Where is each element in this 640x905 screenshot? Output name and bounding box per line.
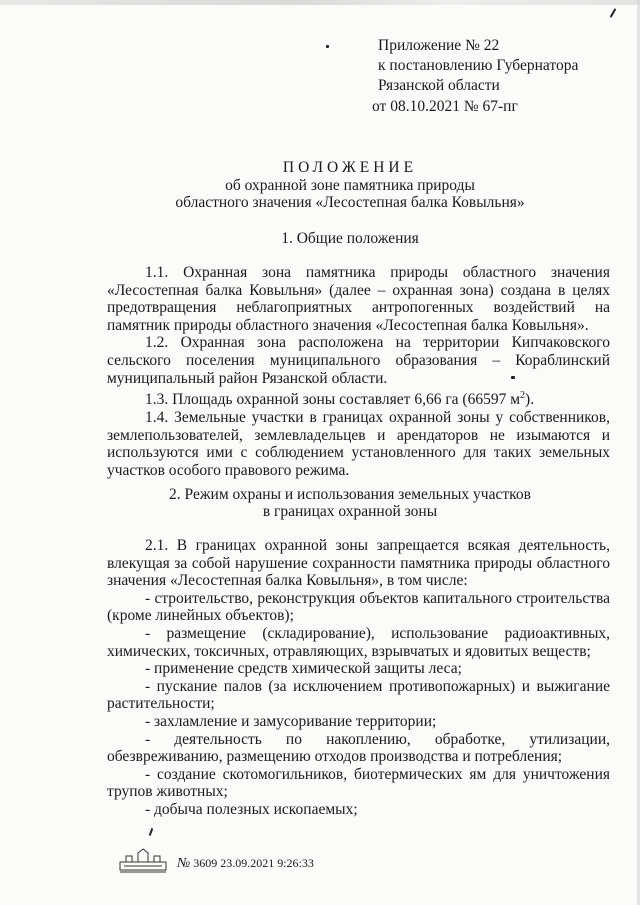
list-item: - деятельность по накоплению, обработке, утилизации, обезвреживанию, размещению отходов производства и потребления;	[107, 730, 610, 766]
list-item: - строительство, реконструкция объектов капитального строительства (кроме линейных объектов);	[107, 589, 610, 625]
paragraph-1-4: 1.4. Земельные участки в границах охранной зоны у собственников, землепользователей, землевладельцев и арендаторов не изымаются и используются ими с соблюдением установленного для таких земельных участков особого правового режима.	[107, 408, 610, 479]
list-item: - пускание палов (за исключением противопожарных) и выжигание растительности;	[107, 677, 610, 713]
paragraph-1-3-end: ).	[525, 391, 535, 409]
list-item: - захламление и замусоривание территории;	[145, 712, 437, 730]
scan-speck	[610, 8, 617, 18]
appendix-line-1: Приложение № 22	[378, 37, 500, 54]
document-subtitle-1: об охранной зоне памятника природы	[225, 177, 475, 194]
appendix-date-line: от 08.10.2021 № 67-пг	[372, 98, 518, 115]
paragraph-1-2: 1.2. Охранная зона расположена на территории Кипчаковского сельского поселения муниципального образования – Кораблинский муниципальный район Рязанской области.	[107, 334, 610, 387]
appendix-header	[372, 36, 579, 117]
section-2-body	[107, 537, 610, 819]
scan-speck	[149, 828, 154, 836]
registration-text: 3609 23.09.2021 9:26:33	[193, 856, 314, 870]
paragraph-1-3-superscript: 2	[520, 390, 526, 402]
list-item: - создание скотомогильников, биотермических ям для уничтожения трупов животных;	[107, 765, 610, 801]
section-1-body	[107, 264, 610, 479]
scan-edge-top	[0, 0, 640, 5]
paragraph-1-3-text: 1.3. Площадь охранной зоны составляет 6,66 га (66597 м	[145, 391, 521, 409]
registration-stamp-emblem	[118, 848, 168, 874]
document-title: ПОЛОЖЕНИЕ	[282, 159, 418, 176]
registration-number-sign: №	[177, 856, 191, 871]
paragraph-1-1: 1.1. Охранная зона памятника природы областного значения «Лесостепная балка Ковыльня» (далее – охранная зона) создана в целях предотвращения неблагоприятных антропогенных воздействий на памятник природы областного значения «Лесостепная балка Ковыльня».	[107, 264, 610, 334]
list-item: - размещение (складирование), использование радиоактивных, химических, токсичных, отравляющих, взрывчатых и ядовитых веществ;	[107, 624, 610, 660]
appendix-line-2: к постановлению Губернатора	[378, 57, 579, 74]
list-item: - добыча полезных ископаемых;	[145, 800, 358, 818]
list-item: - применение средств химической защиты леса;	[145, 660, 462, 678]
paragraph-1-3	[107, 387, 610, 409]
scan-speck	[511, 376, 515, 379]
section-2-heading-line-2: в границах охранной зоны	[262, 503, 438, 520]
document-subtitle-2: областного значения «Лесостепная балка Ковыльня»	[175, 194, 525, 211]
paragraph-2-1: 2.1. В границах охранной зоны запрещается всякая деятельность, влекущая за собой нарушение сохранности памятника природы областного значения «Лесостепная балка Ковыльня», в том числе:	[107, 537, 610, 590]
appendix-line-3: Рязанской области	[378, 77, 500, 94]
section-2-heading-line-1: 2. Режим охраны и использования земельных участков	[169, 486, 531, 503]
section-1-heading: 1. Общие положения	[281, 230, 419, 247]
registration-mark	[177, 856, 314, 871]
scan-speck	[326, 45, 329, 48]
